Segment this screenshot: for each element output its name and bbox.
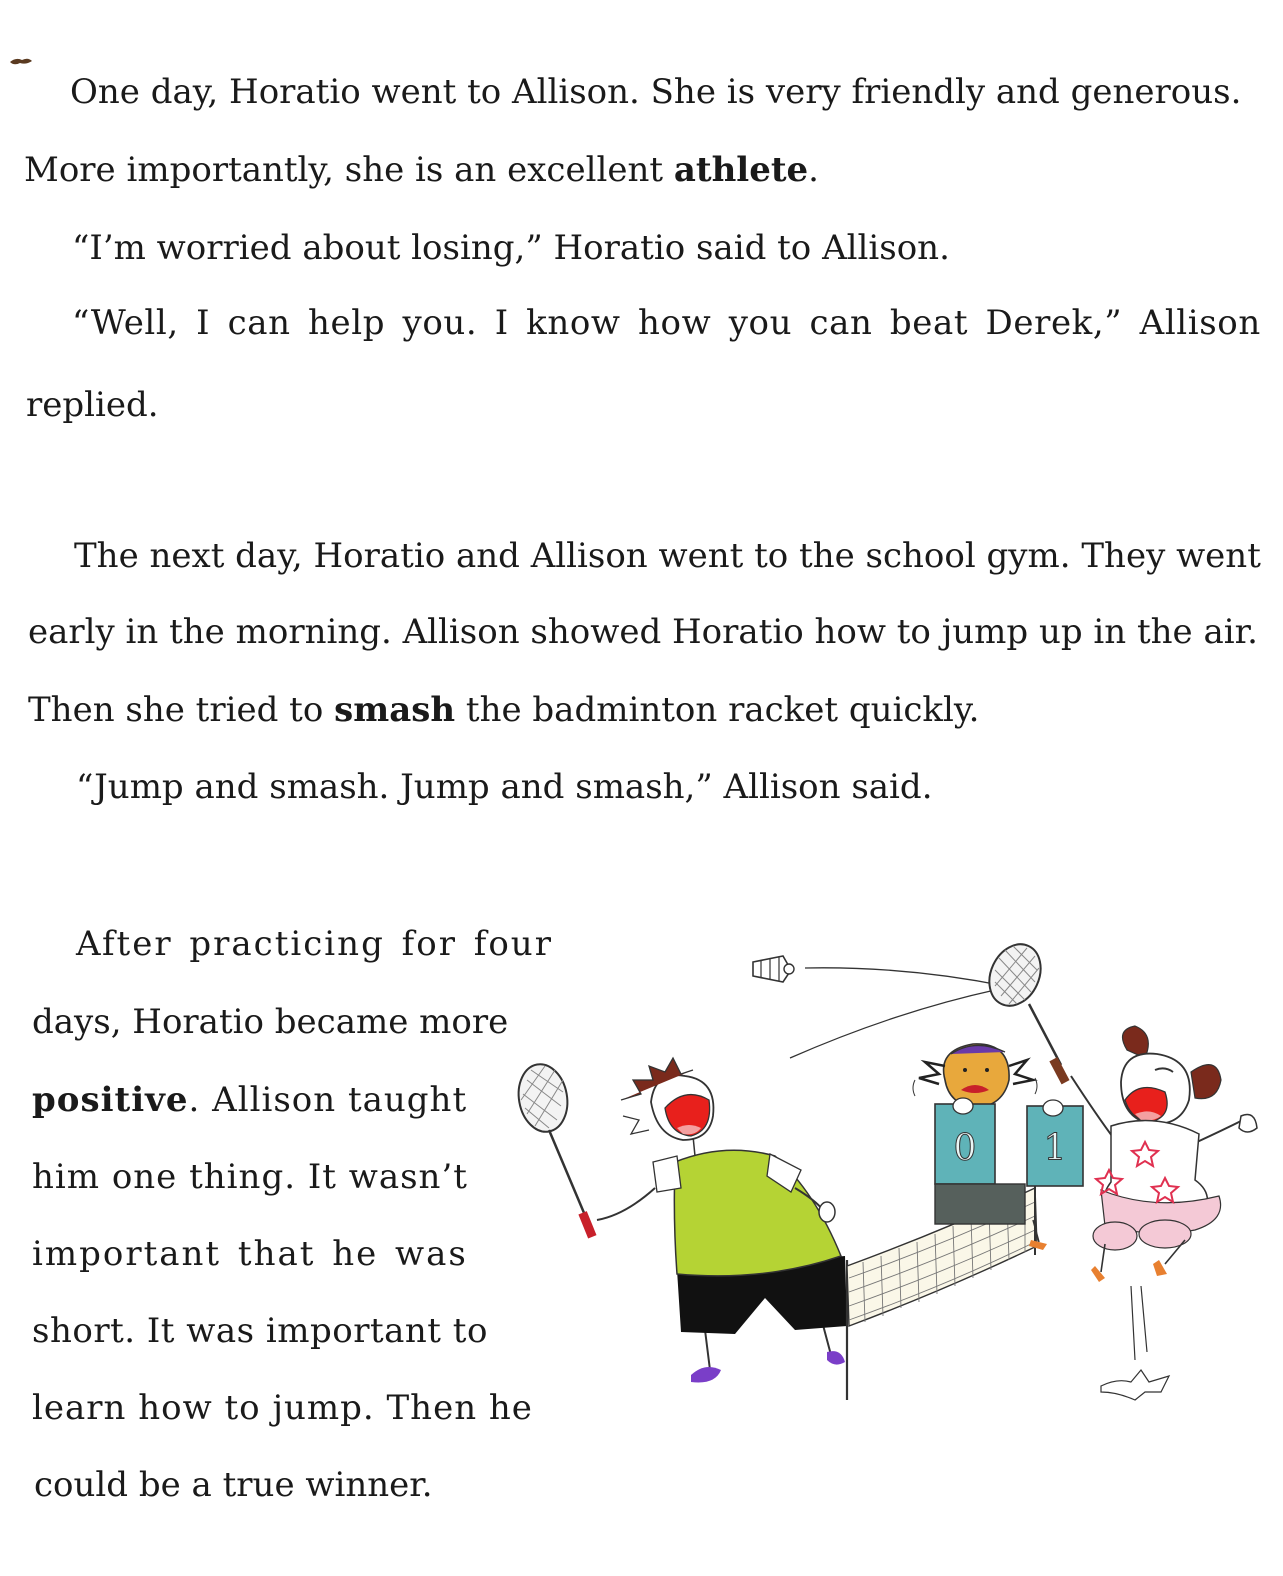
score-left: 0: [953, 1128, 977, 1169]
paragraph-6-line-7: learn how to jump. Then he: [32, 1388, 533, 1428]
paragraph-1-line-1: One day, Horatio went to Allison. She is very friendly and generous.: [70, 72, 1242, 112]
paragraph-6-line-3: [32, 1080, 467, 1120]
paragraph-6-line-5: important that he was: [32, 1234, 468, 1274]
ink-speck-icon: [8, 55, 34, 67]
text-run: the badminton racket quickly.: [455, 690, 980, 730]
text-run: .: [808, 150, 819, 190]
score-right: 1: [1043, 1128, 1067, 1169]
paragraph-5-line-1: “Jump and smash. Jump and smash,” Allison said.: [76, 767, 933, 807]
paragraph-3-line-1: “Well, I can help you. I know how you can beat Derek,” Allison: [72, 303, 1261, 343]
bold-word-athlete: athlete: [673, 150, 809, 190]
text-run: More importantly, she is an excellent: [24, 150, 674, 190]
paragraph-1-line-2: [24, 150, 819, 190]
badminton-illustration: [505, 930, 1265, 1410]
paragraph-6-line-1: After practicing for four: [76, 924, 553, 964]
text-run: . Allison taught: [188, 1080, 468, 1120]
paragraph-6-line-4: him one thing. It wasn’t: [32, 1157, 468, 1197]
paragraph-2-line-1: “I’m worried about losing,” Horatio said to Allison.: [72, 228, 950, 268]
paragraph-4-line-2: early in the morning. Allison showed Horatio how to jump up in the air.: [28, 612, 1258, 652]
paragraph-6-line-2: days, Horatio became more: [32, 1002, 509, 1042]
paragraph-6-line-8: could be a true winner.: [34, 1465, 433, 1505]
paragraph-3-line-2: replied.: [26, 385, 159, 425]
bold-word-positive: positive: [32, 1080, 189, 1120]
paragraph-6-line-6: short. It was important to: [32, 1311, 488, 1351]
paragraph-4-line-1: The next day, Horatio and Allison went to the school gym. They went: [74, 536, 1261, 576]
racket-icon: [513, 1060, 596, 1238]
text-run: Then she tried to: [28, 690, 335, 730]
boy-character: [597, 1058, 847, 1383]
girl-character: [1071, 1026, 1257, 1400]
paragraph-4-line-3: [28, 690, 979, 730]
bold-word-smash: smash: [334, 690, 456, 730]
shuttlecock-icon: [753, 956, 794, 982]
